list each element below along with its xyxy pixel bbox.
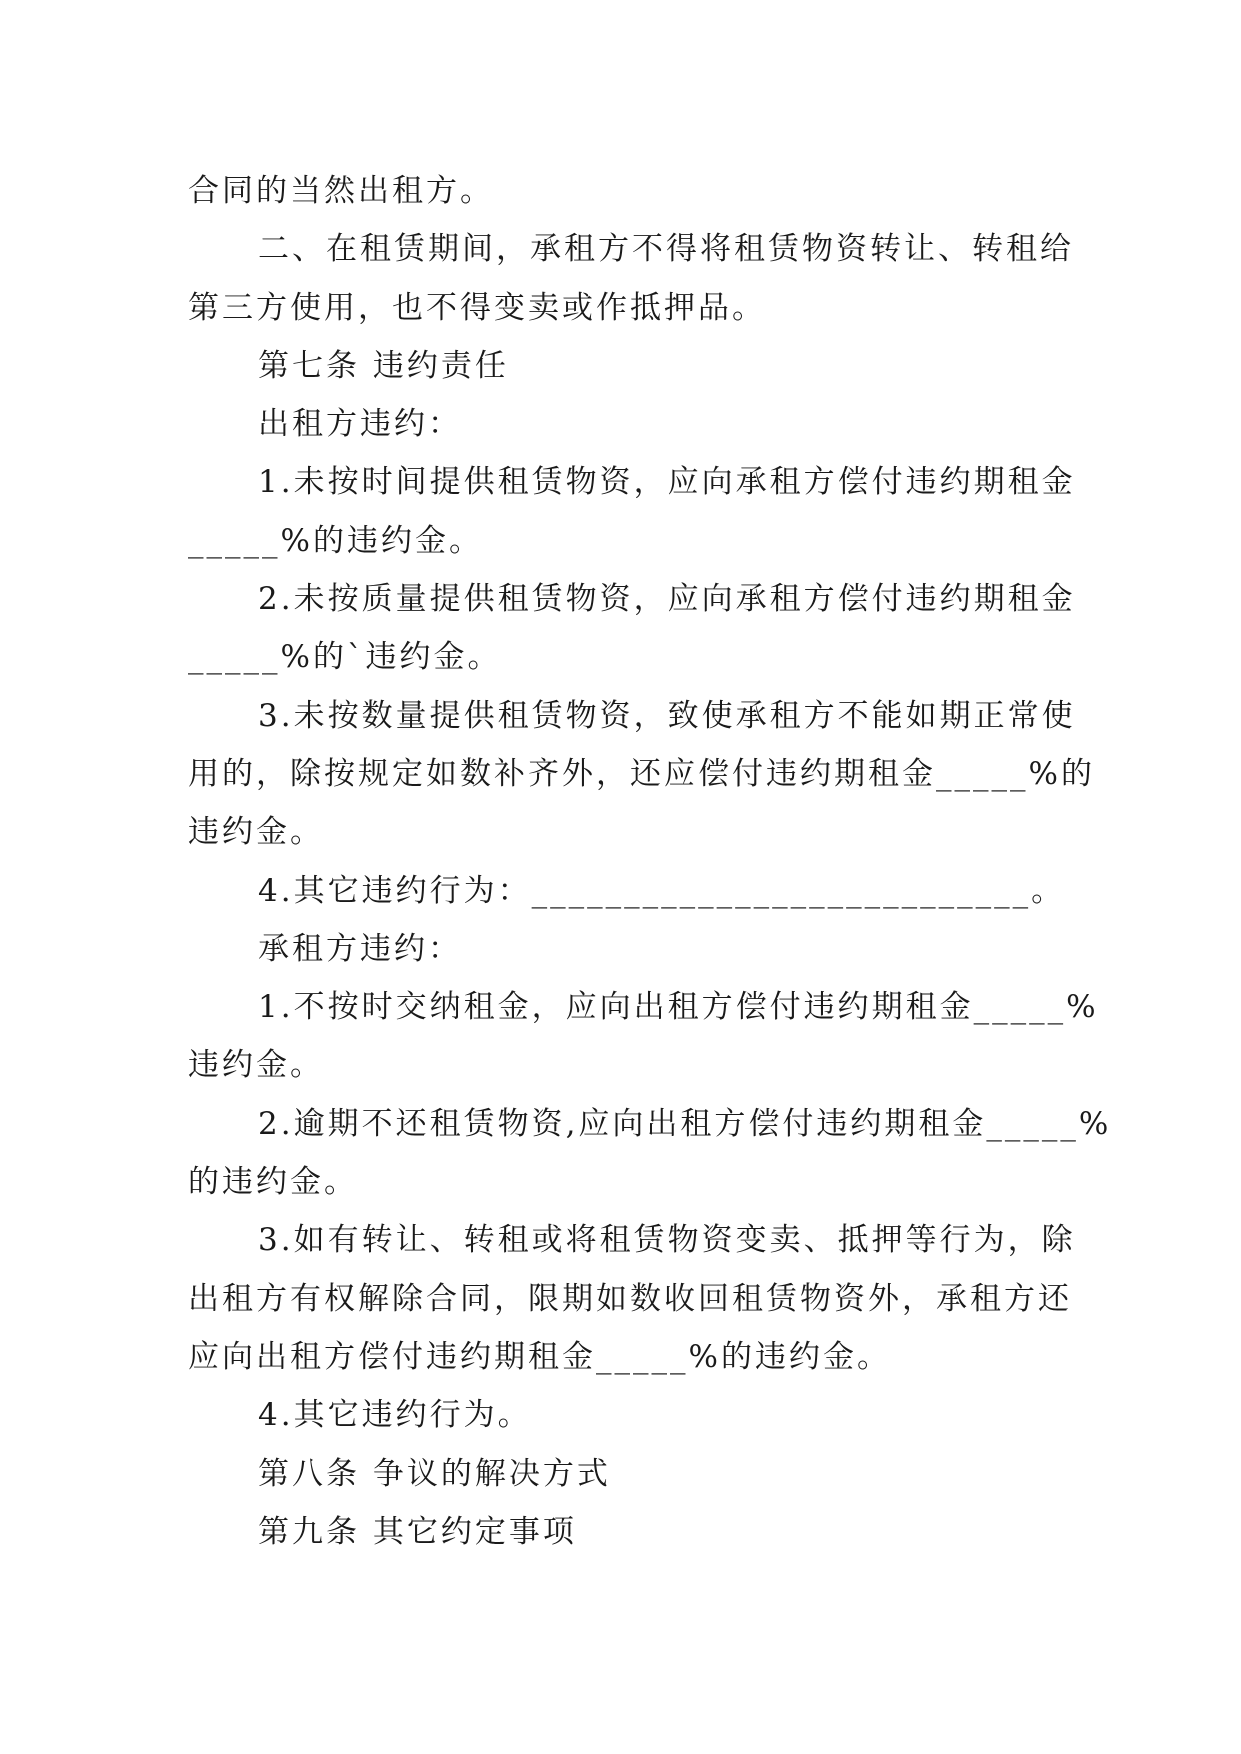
paragraph-line: 合同的当然出租方。	[188, 173, 494, 209]
paragraph-line: 2.未按质量提供租赁物资，应向承租方偿付违约期租金	[258, 581, 1076, 618]
section-subheading: 承租方违约：	[258, 930, 462, 967]
paragraph-line: 2.逾期不还租赁物资,应向出租方偿付违约期租金_____%	[258, 1105, 1112, 1142]
paragraph-line: 3.未按数量提供租赁物资，致使承租方不能如期正常使	[258, 697, 1076, 734]
paragraph-line: _____%的`违约金。	[188, 639, 502, 676]
paragraph-line: 应向出租方偿付违约期租金_____%的违约金。	[188, 1338, 891, 1375]
paragraph-line: 1.不按时交纳租金，应向出租方偿付违约期租金_____%	[258, 989, 1099, 1026]
paragraph-line: 违约金。	[188, 1047, 324, 1084]
article-heading: 第八条 争议的解决方式	[258, 1455, 611, 1492]
article-heading: 第九条 其它约定事项	[258, 1513, 577, 1550]
paragraph-line: 4.其它违约行为。	[258, 1397, 532, 1434]
section-subheading: 出租方违约：	[258, 406, 462, 443]
paragraph-line: 第三方使用，也不得变卖或作抵押品。	[188, 289, 766, 326]
article-heading: 第七条 违约责任	[258, 347, 509, 384]
paragraph-line: 3.如有转让、转租或将租赁物资变卖、抵押等行为，除	[258, 1222, 1076, 1259]
paragraph-line: 用的，除按规定如数补齐外，还应偿付违约期租金_____%的	[188, 755, 1095, 792]
paragraph-line: 出租方有权解除合同，限期如数收回租赁物资外，承租方还	[188, 1280, 1072, 1317]
paragraph-line: 二、在租赁期间，承租方不得将租赁物资转让、转租给	[258, 231, 1074, 268]
document-body	[188, 162, 1112, 1561]
paragraph-line: 1.未按时间提供租赁物资，应向承租方偿付违约期租金	[258, 464, 1076, 501]
paragraph-line: 违约金。	[188, 814, 324, 851]
paragraph-line: _____%的违约金。	[188, 522, 483, 559]
paragraph-line: 的违约金。	[188, 1164, 358, 1201]
paragraph-line: 4.其它违约行为：___________________________。	[258, 872, 1066, 909]
